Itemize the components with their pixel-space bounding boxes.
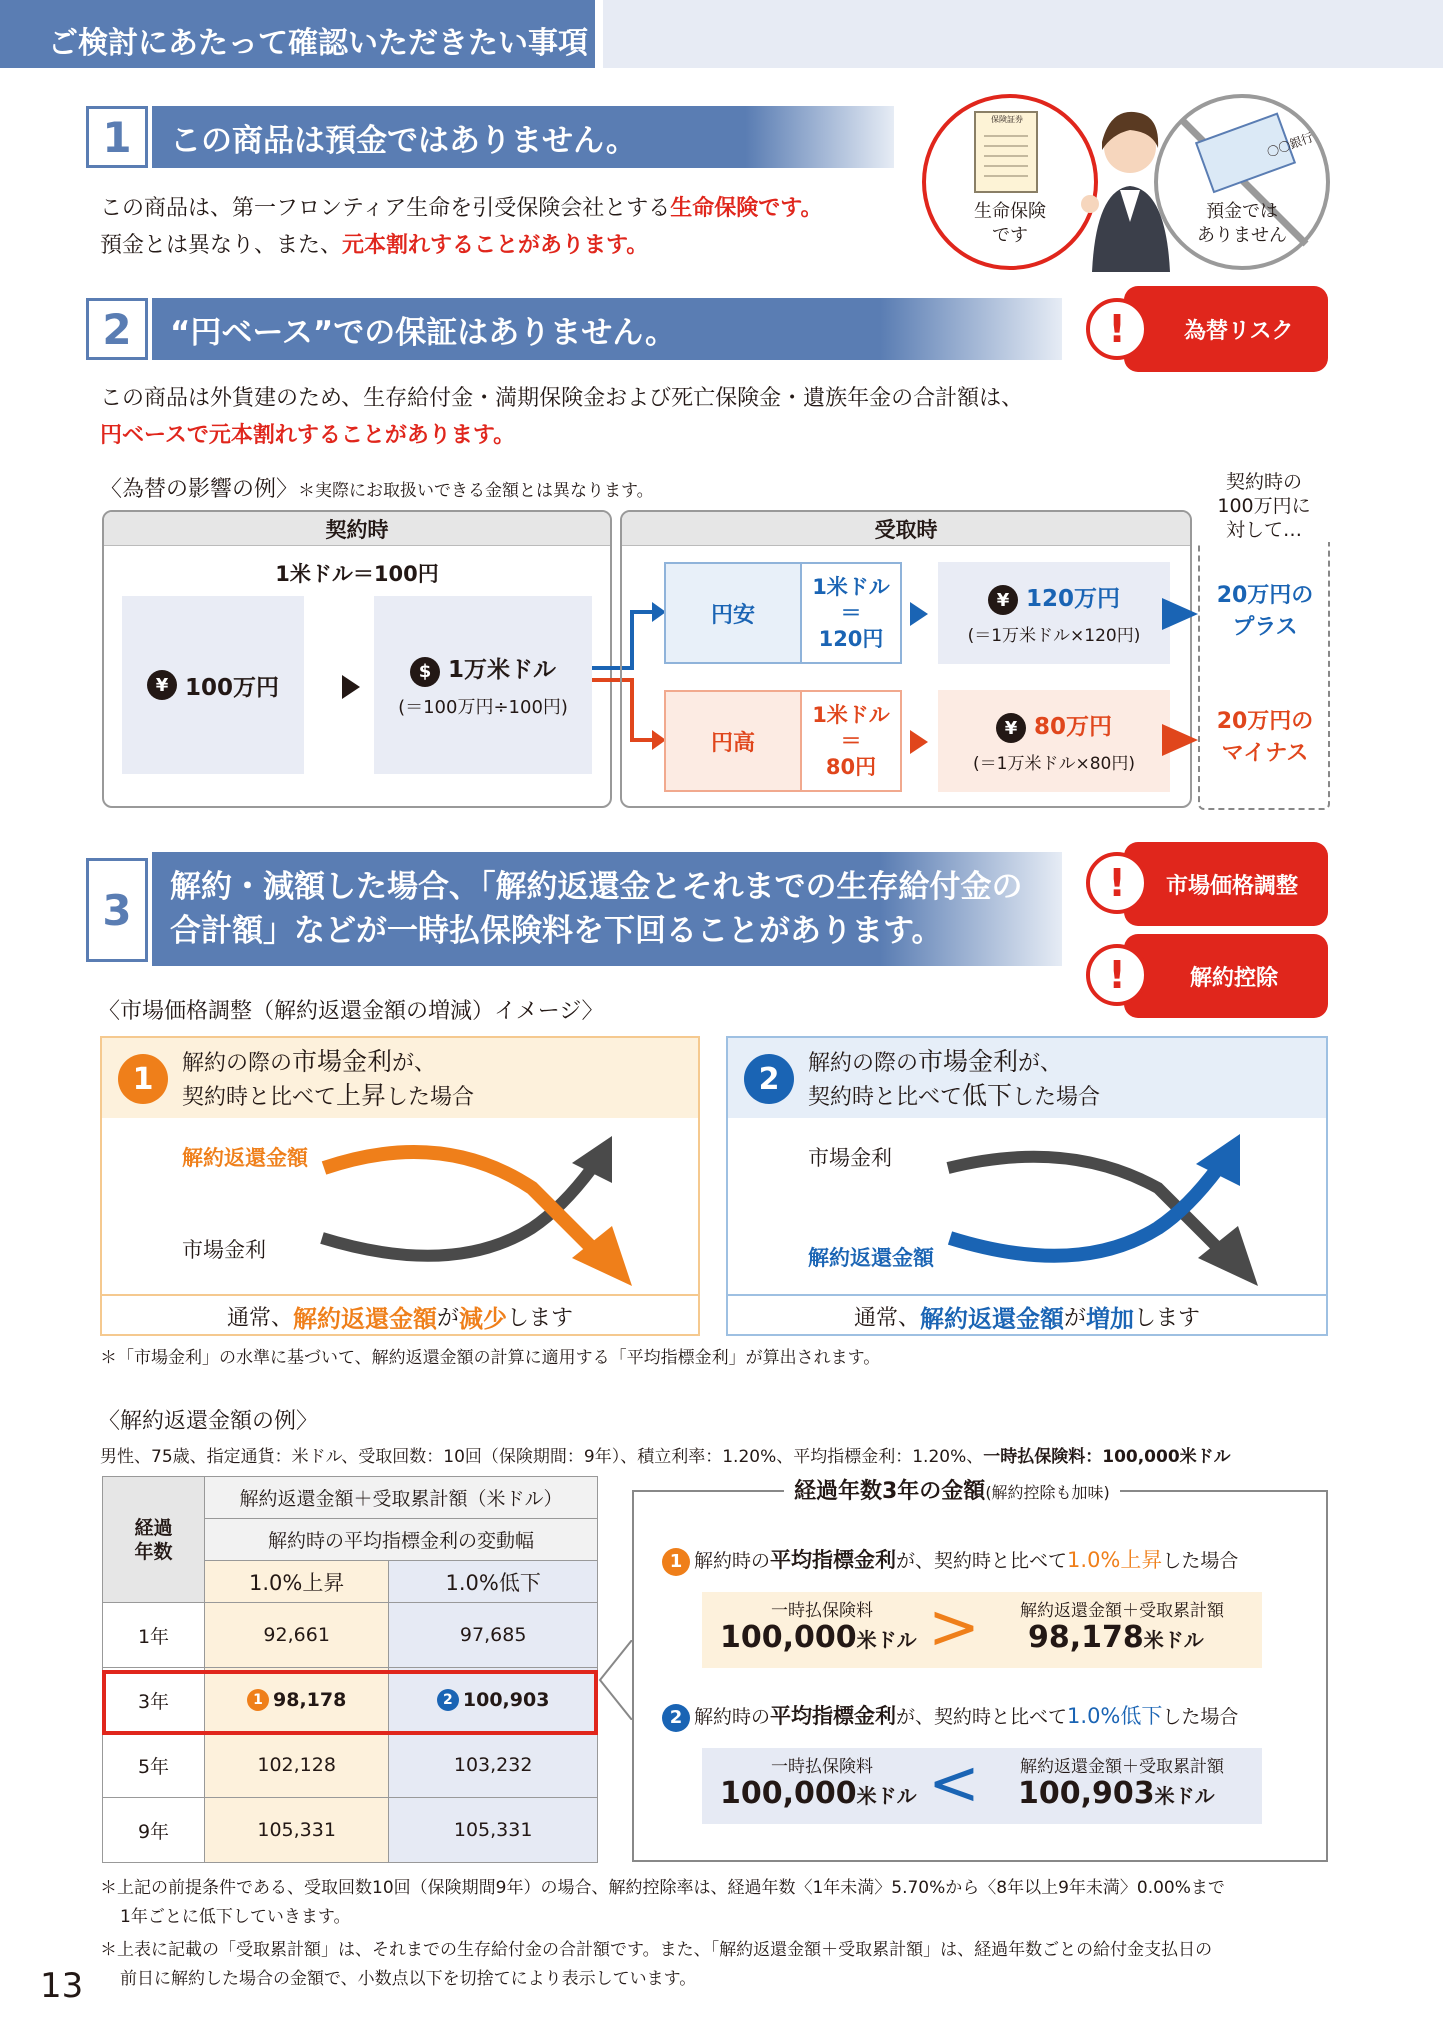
section-2-text: この商品は外貨建のため、生存給付金・満期保険金および死亡保険金・遺族年金の合計額は、 円ベースで元本割れすることがあります。 [100,386,1024,448]
arrow-right-red-icon [910,730,928,754]
col-sub-header: 解約時の平均指標金利の変動幅 [205,1519,598,1561]
case-2-description: 解約の際の市場金利が、 契約時と比べて低下した場合 [808,1047,1101,1110]
header-title: ご検討にあたって確認いただきたい事項 [48,26,588,61]
case-1-footer: 通常、 解約返還金額 が 減少 します [102,1294,698,1336]
arrow-right-blue-icon [910,602,928,626]
not-deposit-label: 預金では ありません [1197,201,1287,246]
arrow-minus-icon [1162,724,1198,756]
badge-2: 2 [437,1689,459,1711]
arrow-right-icon [342,675,360,699]
footnotes: ＊上記の前提条件である、受取回数10回（保険期間9年）の場合、解約控除率は、経過年数〈1年未満〉5.70%から〈8年以上9年未満〉0.00%まで 1年ごとに低下していきます。 ＊上表に記載の「受取累計額」は、それまでの生存給付金の合計額です。また、「解約返還金額＋受取累計額」は、経過年数ごとの給付金支払日の 前日に解約した場合の金額で、小数点以下を切捨てにより表示しています。 [100,1878,1225,1989]
case-2-footer: 通常、 解約返還金額 が 増加 します [728,1294,1326,1336]
less-than-icon: < [928,1746,980,1819]
section-title-3: 解約・減額した場合、「解約返還金とそれまでの生存給付金の 合計額」などが一時払保険料を下回ることがあります。 [152,852,1062,966]
case-2-number: 2 [744,1054,794,1104]
contract-time-box [102,510,612,808]
yen-amount-cell: ¥ 100万円 [122,596,304,774]
panel-case-2: 2 解約時の平均指標金利が、契約時と比べて1.0%低下した場合 [662,1700,1238,1732]
yen-coin-icon: ¥ [988,585,1018,615]
surrender-charge-badge: 解約控除 [1124,934,1328,1018]
table-row: 1年 92,661 97,685 [103,1603,598,1668]
section-number-3: 3 [86,858,148,962]
col-down-header: 1.0%低下 [389,1561,598,1603]
fx-risk-badge: 為替リスク [1124,286,1328,372]
case-2-box [726,1036,1328,1336]
year3-panel-title: 経過年数3年の金額(解約控除も加味) [784,1474,1120,1505]
section-1-text: この商品は、第一フロンティア生命を引受保険会社とする生命保険です。 預金とは異なり、また、元本割れすることがあります。 [100,196,823,258]
yen-coin-icon: ¥ [996,713,1026,743]
yen-strong-label: 円高 [664,690,802,792]
case-2-label-top: 市場金利 [808,1146,892,1170]
callout-pointer [596,1640,636,1720]
page-number: 13 [40,1966,84,2006]
warning-icon: ! [1086,944,1148,1006]
header-bar-light [603,0,1443,68]
section-title-2: “円ベース”での保証はありません。 [152,298,1062,360]
section-number-1: 1 [86,106,148,168]
warning-icon: ! [1086,298,1148,360]
panel-case-1-compare: 一時払保険料 100,000米ドル > 解約返還金額＋受取累計額 98,178米ドル [702,1592,1262,1668]
yen-strong-result: ¥ 80万円 (＝1万米ドル×80円) [938,690,1170,792]
section-number-2: 2 [86,298,148,360]
deposit-illustration [920,92,1340,272]
example-title: 〈解約返還金額の例〉 [98,1409,319,1434]
contract-time-title: 契約時 [104,512,610,546]
highlight-frame [102,1670,598,1735]
yen-strong-rate: 1米ドル ＝ 80円 [802,690,902,792]
market-rate-note: ＊「市場金利」の水準に基づいて、解約返還金額の計算に適用する「平均指標金利」が算出されます。 [100,1348,881,1368]
case-1-label-top: 解約返還金額 [182,1146,308,1170]
bank-card-label: 〇〇銀行 [1265,130,1316,160]
col-year-header: 経過 年数 [103,1477,205,1603]
case-2-label-bottom: 解約返還金額 [808,1246,934,1270]
fx-example-title: 〈為替の影響の例〉＊実際にお取扱いできる金額とは異なります。 [100,477,654,502]
market-adjust-badge: 市場価格調整 [1124,842,1328,926]
greater-than-icon: > [928,1590,980,1663]
usd-amount-cell: $ 1万米ドル (＝100万円÷100円) [374,596,592,774]
market-adjust-title: 〈市場価格調整（解約返還金額の増減）イメージ〉 [98,999,604,1024]
case-1-label-bottom: 市場金利 [182,1238,266,1262]
header-bar [0,0,595,68]
example-conditions: 男性、75歳、指定通貨：米ドル、受取回数：10回（保険期間：9年）、積立利率：1.20%、平均指標金利：1.20%、一時払保険料：100,000米ドル [100,1447,1231,1467]
section-title-1: この商品は預金ではありません。 [152,106,894,168]
warning-icon: ! [1086,852,1148,914]
case-1-description: 解約の際の市場金利が、 契約時と比べて上昇した場合 [182,1047,475,1110]
case-1-number: 1 [118,1054,168,1104]
arrow-plus-icon [1162,598,1198,630]
table-row: 5年 102,128 103,232 [103,1733,598,1798]
case-1-curves [302,1128,692,1298]
case-2-curves [928,1128,1318,1298]
panel-case-1: 1 解約時の平均指標金利が、契約時と比べて1.0%上昇した場合 [662,1544,1238,1576]
table-row-highlighted: 3年 1 98,178 2 100,903 [103,1668,598,1733]
badge-1: 1 [247,1689,269,1711]
plus-result: 20万円の プラス [1216,583,1314,640]
table-row: 9年 105,331 105,331 [103,1798,598,1863]
minus-result: 20万円の マイナス [1216,709,1314,766]
yen-coin-icon: ¥ [147,670,177,700]
compare-title: 契約時の 100万円に 対して… [1196,470,1332,542]
panel-case-2-compare: 一時払保険料 100,000米ドル < 解約返還金額＋受取累計額 100,903米ドル [702,1748,1262,1824]
year3-panel [632,1479,1328,1862]
yen-weak-label: 円安 [664,562,802,664]
yen-weak-rate: 1米ドル ＝ 120円 [802,562,902,664]
dollar-coin-icon: $ [410,657,440,687]
yen-weak-result: ¥ 120万円 (＝1万米ドル×120円) [938,562,1170,664]
case-1-box [100,1036,700,1336]
policy-document-label: 保険証券 [991,115,1023,124]
receive-time-title: 受取時 [622,512,1190,546]
life-insurance-label: 生命保険 です [974,201,1046,246]
col-up-header: 1.0%上昇 [205,1561,389,1603]
col-main-header: 解約返還金額＋受取累計額（米ドル） [205,1477,598,1519]
contract-rate: 1米ドル＝100円 [275,562,439,586]
